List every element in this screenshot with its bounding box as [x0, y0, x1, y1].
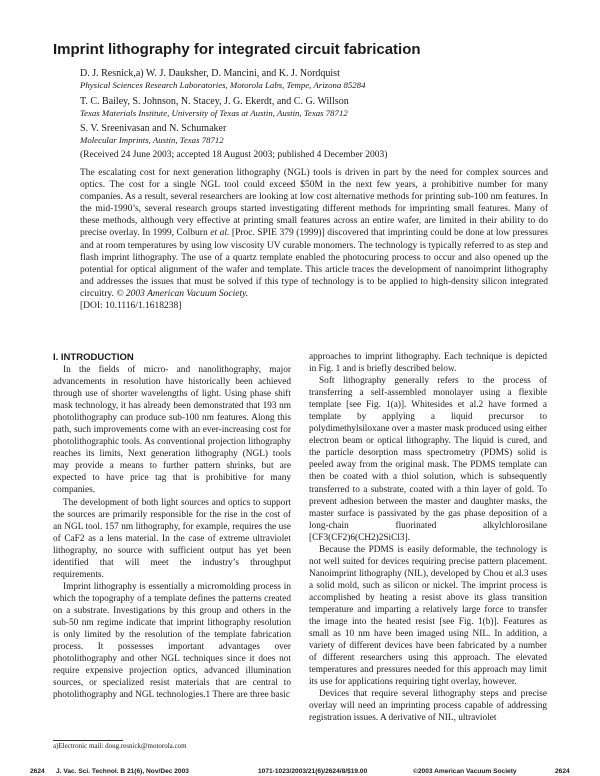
affiliation-2: Texas Materials Institute, University of Texas at Austin, Austin, Texas 78712 — [80, 108, 348, 118]
paragraph: Devices that require several lithography steps and precise overlay will need an imprinting process capable of addressing registration issues. A derivative of NIL, ultraviolet — [309, 689, 547, 724]
paragraph: approaches to imprint lithography. Each technique is depicted in Fig. 1 and is briefly described below. — [309, 352, 547, 375]
author-list-2: T. C. Bailey, S. Johnson, N. Stacey, J. G. Ekerdt, and C. G. Willson — [80, 96, 349, 107]
footer-page-number-right: 2624 — [555, 768, 570, 775]
left-column — [53, 351, 291, 701]
footer-code: 1071-1023/2003/21(6)/2624/8/$19.00 — [258, 768, 368, 775]
paper-title: Imprint lithography for integrated circuit fabrication — [53, 41, 421, 58]
right-column — [309, 351, 547, 724]
received-dates: (Received 24 June 2003; accepted 18 August 2003; published 4 December 2003) — [80, 150, 388, 160]
paragraph: Because the PDMS is easily deformable, the technology is not well suited for devices requiring precise pattern placement. Nanoimprint lithography (NIL), developed by Chou et al.3 uses a solid mold, such as silicon or nickel. The imprint process is accomplished by heating a resist above its glass transition temperature and imparting a relatively large force to transfer the image into the heated resist [see Fig. 1(b)]. Features as small as 10 nm have been imaged using NIL. In addition, a variety of different devices have been fabricated by a number of different researchers using this approach. The elevated temperatures and pressures needed for this approach may limit its use for applications requiring tight overlay, however. — [309, 544, 547, 688]
abstract-doi: [DOI: 10.1116/1.1618238] — [80, 301, 182, 312]
affiliation-1: Physical Sciences Research Laboratories, Motorola Labs, Tempe, Arizona 85284 — [80, 80, 366, 90]
paragraph: Soft lithography generally refers to the process of transferring a self-assembled monolayer using a flexible template [see Fig. 1(a)]. Whitesides et al.2 have formed a template by applying a liquid precursor to polydimethylsiloxane over a master mask produced using either electron beam or optical lithography. The liquid is cured, and the particle desorption mass spectrometry (PDMS) solid is peeled away from the original mask. The PDMS template can then be coated with a thiol solution, which is subsequently transferred to a substrate, coated with a thin layer of gold. To prevent adhesion between the master and daughter masks, the master surface is passivated by the gas phase deposition of a long-chain fluorinated alkylchlorosilane [CF3(CF2)6(CH2)2SiCl3]. — [309, 376, 547, 543]
paragraph: The development of both light sources and optics to support the sources are primarily responsible for the rise in the cost of an NGL tool. 157 nm lithography, for example, requires the use of CaF2 as a lens material. In the case of extreme ultraviolet lithography, no source with sufficient output has yet been identified that will meet the industry’s throughput requirements. — [53, 497, 291, 580]
abstract-copyright: © 2003 American Vacuum Society. — [116, 288, 249, 299]
footnote: a)Electronic mail: doug.resnick@motorola.com — [53, 742, 187, 750]
section-heading: I. INTRODUCTION — [53, 352, 134, 363]
footer-copyright: ©2003 American Vacuum Society — [413, 768, 517, 775]
abstract — [80, 167, 548, 312]
abstract-text-1: The escalating cost for next generation lithography (NGL) tools is driven in part by the need for complex sources and optics. The cost for a single NGL tool could exceed $50M in the next few years, a prohibitive number for many companies. As a result, several researchers are looking at low cost alternative methods for printing sub-100 nm features. In the mid-1990’s, several research groups started investigating different methods for imprinting small features. Many of these methods, although very effective at printing small features across an entire wafer, are limited in their ability to do precise overlay. In 1999, Colburn — [80, 168, 548, 239]
footer-page-number-left: 2624 — [30, 768, 45, 775]
footer-journal: J. Vac. Sci. Technol. B 21(6), Nov/Dec 2003 — [56, 768, 189, 775]
paragraph: Imprint lithography is essentially a micromolding process in which the topography of a template defines the patterns created on a substrate. Investigations by this group and others in the sub-50 nm regime indicate that imprint lithography resolution is only limited by the resolution of the template fabrication process. It possesses important advantages over photolithography and other NGL techniques since it does not require expensive projection optics, advanced illumination sources, or specialized resist materials that are central to photolithography and NGL technologies.1 There are three basic — [53, 581, 291, 701]
paragraph: In the fields of micro- and nanolithography, major advancements in resolution have historically been achieved through use of shorter wavelengths of light. Using phase shift mask technology, it has already been demonstrated that 193 nm photolithography can produce sub-100 nm features. Along this path, such improvements come with an ever-increasing cost for photolithographic tools. As conventional projection lithography reaches its limits, Next generation lithography (NGL) tools may provide a means to further pattern shrinks, but are expected to have price tag that is prohibitive for many companies. — [53, 365, 291, 496]
abstract-text-2: [Proc. SPIE 379 (1999)] discovered that imprinting could be done at low pressures and at room temperatures by using low viscosity UV curable monomers. The technology is typically referred to as step and flash imprint lithography. The use of a quartz template enabled the photocuring process to occur and also opened up the potential for optical alignment of the wafer and template. This article traces the development of nanoimprint lithography and addresses the issues that must be solved if this type of technology is to be applied to high-density silicon integrated circuitry. — [80, 228, 549, 299]
footnote-rule — [53, 740, 123, 741]
abstract-et-al: et al. — [210, 228, 230, 239]
author-list-1: D. J. Resnick,a) W. J. Dauksher, D. Mancini, and K. J. Nordquist — [80, 68, 340, 79]
affiliation-3: Molecular Imprints, Austin, Texas 78712 — [80, 135, 224, 145]
author-list-3: S. V. Sreenivasan and N. Schumaker — [80, 123, 227, 134]
